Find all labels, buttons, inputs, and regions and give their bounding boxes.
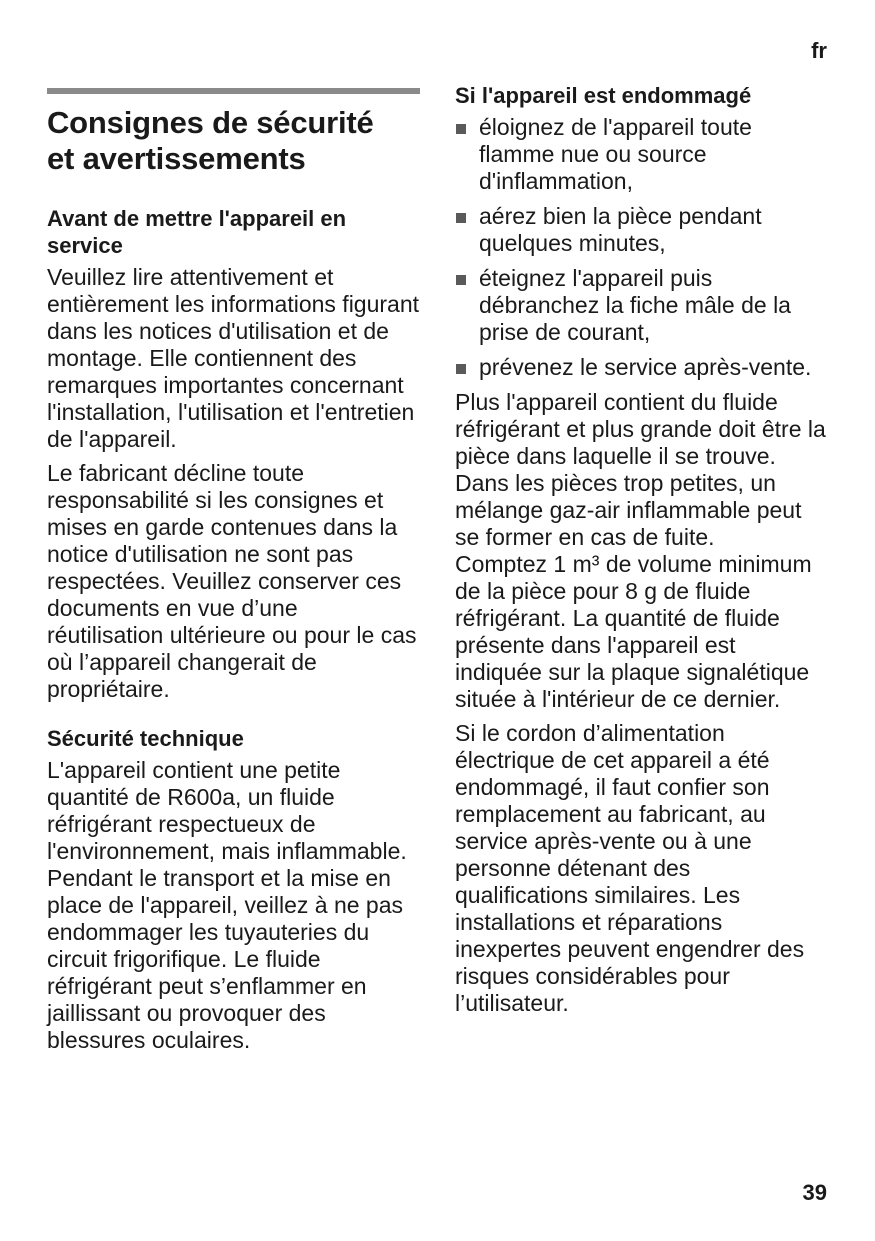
paragraph-read-instructions: Veuillez lire attentivement et entièrement les informations figurant dans les notices d'utilisation et de montage. Elle contiennent des remarques importantes concernant l'installation, l'utilisation et l'entretien de l'appareil.	[47, 264, 420, 452]
paragraph-room-size-part2: Comptez 1 m³ de volume minimum de la pièce pour 8 g de fluide réfrigérant. La quantité de fluide présente dans l'appareil est indiquée sur la plaque signalétique située à l'intérieur de ce dernier.	[455, 551, 812, 712]
left-column	[47, 88, 420, 1061]
square-bullet-icon	[456, 124, 466, 134]
list-item	[455, 354, 827, 381]
square-bullet-icon	[456, 275, 466, 285]
page-title-line1: Consignes de sécurité	[47, 105, 374, 140]
language-code: fr	[811, 38, 827, 63]
list-item	[455, 203, 827, 257]
paragraph-manufacturer-liability: Le fabricant décline toute responsabilité si les consignes et mises en garde contenues dans la notice d'utilisation ne sont pas respectées. Veuillez conserver ces documents en vue d’une réutilisation ultérieure ou pour le cas où l’appareil changerait de propriétaire.	[47, 460, 417, 702]
square-bullet-icon	[456, 364, 466, 374]
damage-instructions-list	[455, 114, 827, 381]
section-heading-technical-safety: Sécurité technique	[47, 726, 244, 751]
square-bullet-icon	[456, 213, 466, 223]
paragraph-room-size	[455, 389, 827, 713]
paragraph-refrigerant-info: L'appareil contient une petite quantité de R600a, un fluide réfrigérant respectueux de l'environnement, mais inflammable. Pendant le transport et la mise en place de l'appareil, veillez à ne pas endommager les tuyauteries du circuit frigorifique. Le fluide réfrigérant peut s’enflammer en jaillissant ou provoquer des blessures oculaires.	[47, 757, 407, 1053]
title-rule	[47, 88, 420, 94]
paragraph-power-cord: Si le cordon d’alimentation électrique de cet appareil a été endommagé, il faut confier son remplacement au fabricant, au service après-vente ou à une personne détenant des qualifications similaires. Les installations et réparations inexpertes peuvent engendrer des risques considérables pour l’utilisateur.	[455, 720, 805, 1016]
list-item-text: aérez bien la pièce pendant quelques minutes,	[479, 203, 762, 256]
section-heading-if-damaged: Si l'appareil est endommagé	[455, 83, 752, 108]
page-title-line2: et avertissements	[47, 141, 306, 176]
page-title	[47, 105, 420, 177]
page-number: 39	[802, 1180, 827, 1205]
list-item-text: éloignez de l'appareil toute flamme nue ou source d'inflammation,	[479, 114, 752, 194]
list-item-text: éteignez l'appareil puis débranchez la fiche mâle de la prise de courant,	[479, 265, 791, 345]
list-item-text: prévenez le service après-vente.	[479, 354, 812, 380]
paragraph-room-size-part1: Plus l'appareil contient du fluide réfrigérant et plus grande doit être la pièce dans laquelle il se trouve. Dans les pièces trop petites, un mélange gaz-air inflammable peut se former en cas de fuite.	[455, 389, 826, 550]
list-item	[455, 265, 827, 346]
section-heading-before-use: Avant de mettre l'appareil en service	[47, 206, 347, 258]
right-column	[455, 82, 827, 1024]
list-item	[455, 114, 827, 195]
